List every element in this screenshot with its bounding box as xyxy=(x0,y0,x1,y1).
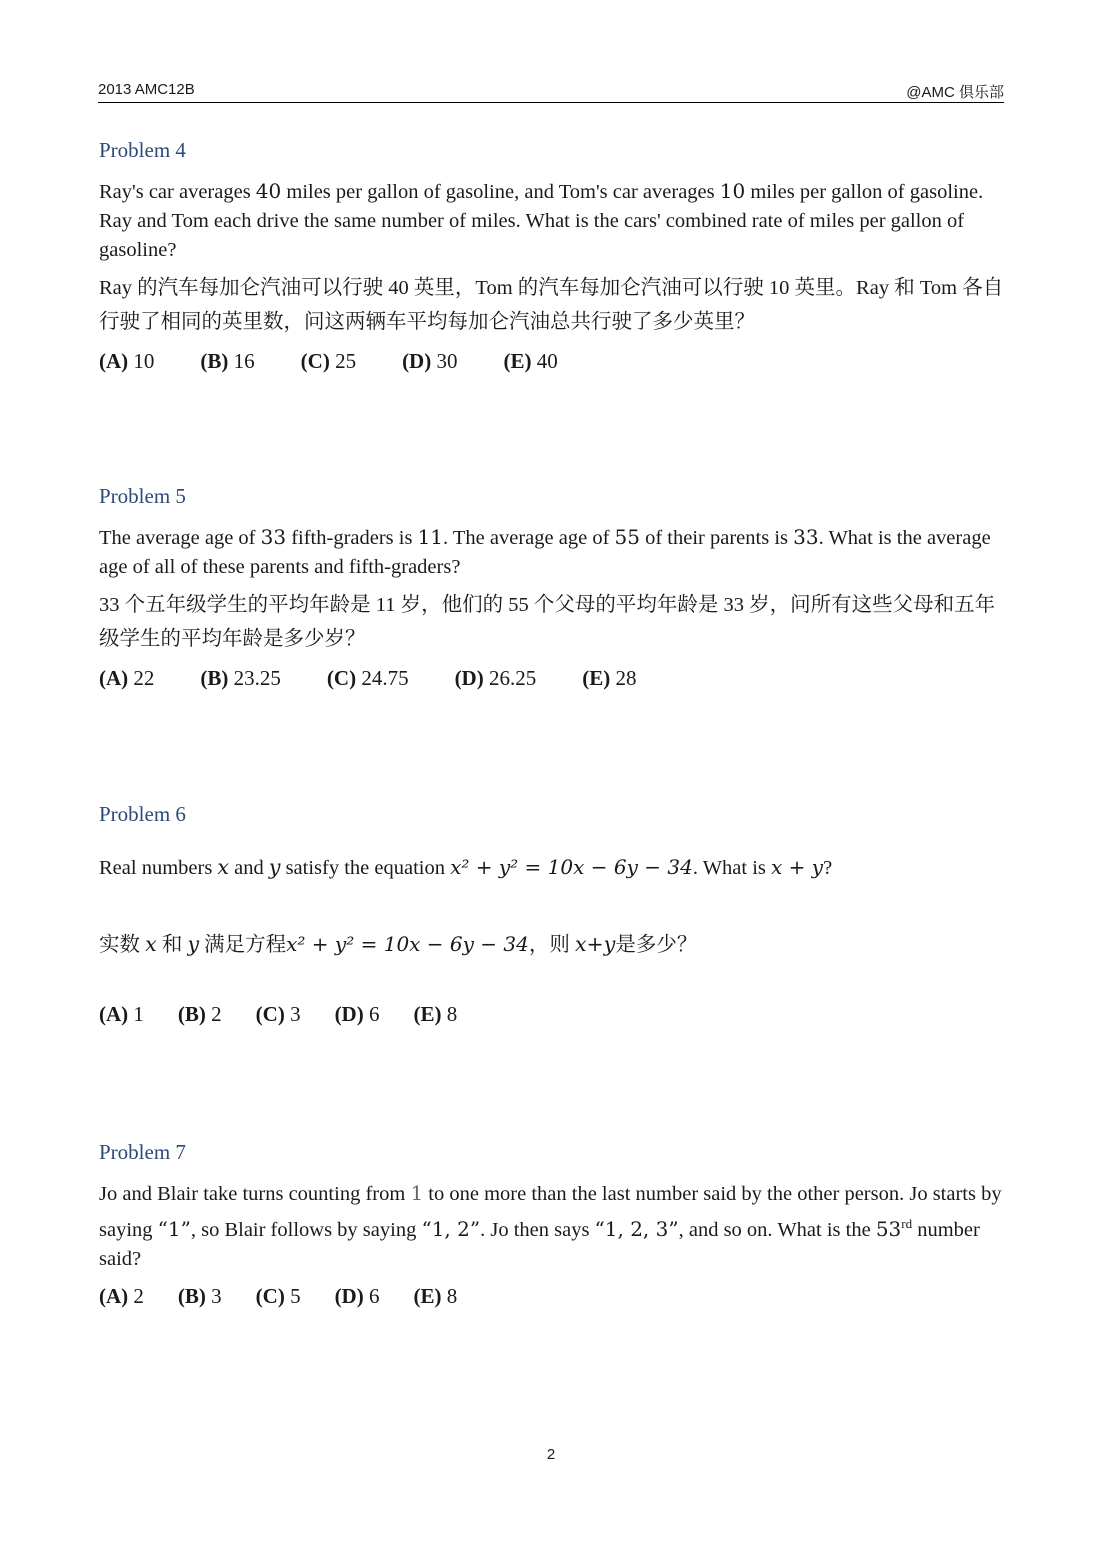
option-d: (D) 6 xyxy=(334,1002,380,1026)
math-number: 33 xyxy=(793,525,819,549)
text-segment: of their parents is xyxy=(639,527,794,549)
text-segment: ，则 xyxy=(528,934,575,956)
option-b: (B) 23.25 xyxy=(200,666,281,690)
text-segment: number said? xyxy=(99,1218,980,1270)
option-d: (D) 30 xyxy=(402,349,458,373)
text-segment: , and so on. What is the xyxy=(678,1218,876,1241)
text-segment: 实数 xyxy=(99,934,146,956)
header-club-label: @AMC 俱乐部 xyxy=(906,84,1004,101)
problem-title: Problem 6 xyxy=(99,802,186,826)
text-segment: miles per gallon of gasoline. Ray and Tom each drive the same number of miles. What is the cars' combined rate of miles per gallon of gasoline? xyxy=(99,181,984,261)
option-a: (A) 1 xyxy=(99,1002,144,1026)
math-variable: y xyxy=(187,932,200,956)
math-number: 55 xyxy=(614,525,640,549)
problem-7 xyxy=(99,1139,1005,1309)
math-equation: x² + y² = 10x − 6y − 34 xyxy=(286,932,529,956)
text-segment: . What is xyxy=(692,857,772,879)
math-number: 10 xyxy=(719,179,746,203)
option-d: (D) 6 xyxy=(334,1283,380,1308)
header-exam-label: 2013 AMC12B xyxy=(98,81,195,98)
option-c: (C) 5 xyxy=(255,1283,301,1308)
problem-text-zh: Ray 的汽车每加仑汽油可以行驶 40 英里，Tom 的汽车每加仑汽油可以行驶 10 英里。Ray 和 Tom 各自行驶了相同的英里数，问这两辆车平均每加仑汽油总共行驶了多少英里？ xyxy=(99,277,1004,333)
text-segment: . The average age of xyxy=(443,527,615,549)
option-a: (A) 2 xyxy=(99,1283,144,1308)
option-a: (A) 22 xyxy=(99,666,155,690)
text-segment: Real numbers xyxy=(99,857,218,879)
answer-options xyxy=(99,1002,1005,1027)
problem-text-en xyxy=(99,523,1005,582)
math-number: 1 xyxy=(410,1181,424,1205)
math-equation: x² + y² = 10x − 6y − 34 xyxy=(450,855,693,879)
math-variable: y xyxy=(268,855,281,879)
option-e: (E) 8 xyxy=(413,1283,458,1308)
text-segment: Jo and Blair take turns counting from xyxy=(99,1183,411,1205)
math-expression: x + y xyxy=(771,855,824,879)
text-segment: fifth-graders is xyxy=(286,527,418,549)
math-number: 53 xyxy=(875,1216,902,1241)
math-expression: x+y xyxy=(575,932,616,956)
page-header xyxy=(98,78,1004,103)
math-quote: “1, 2, 3” xyxy=(594,1216,679,1241)
problem-6 xyxy=(99,801,1005,1027)
math-variable: x xyxy=(217,855,229,879)
problem-text-en xyxy=(99,177,1005,265)
problem-5 xyxy=(99,483,1005,691)
page-number: 2 xyxy=(546,1446,556,1463)
problem-4 xyxy=(99,137,1005,374)
problem-text-zh: 33 个五年级学生的平均年龄是 11 岁，他们的 55 个父母的平均年龄是 33 岁，问所有这些父母和五年级学生的平均年龄是多少岁？ xyxy=(99,594,996,650)
math-number: 11 xyxy=(417,525,444,549)
answer-options xyxy=(99,1284,1005,1309)
option-c: (C) 3 xyxy=(255,1002,301,1026)
text-segment: to one more than the last number said by the other person. Jo starts by saying xyxy=(99,1183,1002,1241)
problem-text-en xyxy=(99,1179,1005,1274)
text-segment: The average age of xyxy=(99,527,261,549)
option-c: (C) 25 xyxy=(300,349,357,373)
option-b: (B) 16 xyxy=(200,349,255,373)
option-b: (B) 2 xyxy=(177,1002,222,1026)
text-segment: . What is the average age of all of these parents and fifth-graders? xyxy=(99,527,991,578)
text-segment: Ray's car averages xyxy=(99,181,256,203)
text-segment: 是多少？ xyxy=(615,934,698,956)
math-number: 33 xyxy=(260,525,287,549)
text-segment: and xyxy=(228,857,269,879)
option-d: (D) 26.25 xyxy=(454,666,537,690)
answer-options xyxy=(99,349,1005,374)
text-segment: 和 xyxy=(156,934,188,956)
option-e: (E) 8 xyxy=(413,1002,458,1026)
problem-text-zh xyxy=(99,927,1005,962)
problem-title: Problem 7 xyxy=(99,1140,186,1164)
text-segment: 满足方程 xyxy=(199,934,287,956)
text-segment: satisfy the equation xyxy=(280,857,451,879)
option-e: (E) 40 xyxy=(503,349,558,373)
text-segment: miles per gallon of gasoline, and Tom's car averages xyxy=(281,181,720,203)
math-variable: x xyxy=(145,932,157,956)
ordinal-suffix: rd xyxy=(901,1216,913,1231)
text-segment: ? xyxy=(823,857,833,879)
option-a: (A) 10 xyxy=(99,349,155,373)
math-number: 40 xyxy=(255,179,282,203)
option-b: (B) 3 xyxy=(177,1283,222,1308)
problem-title: Problem 4 xyxy=(99,138,186,162)
option-e: (E) 28 xyxy=(582,666,637,690)
math-quote: “1, 2” xyxy=(421,1216,481,1241)
math-quote: “1” xyxy=(157,1216,191,1241)
option-c: (C) 24.75 xyxy=(326,666,409,690)
answer-options xyxy=(99,666,1005,691)
problem-title: Problem 5 xyxy=(99,484,186,508)
text-segment: . Jo then says xyxy=(480,1218,595,1241)
problem-text-en xyxy=(99,853,1005,883)
text-segment: , so Blair follows by saying xyxy=(190,1218,422,1241)
